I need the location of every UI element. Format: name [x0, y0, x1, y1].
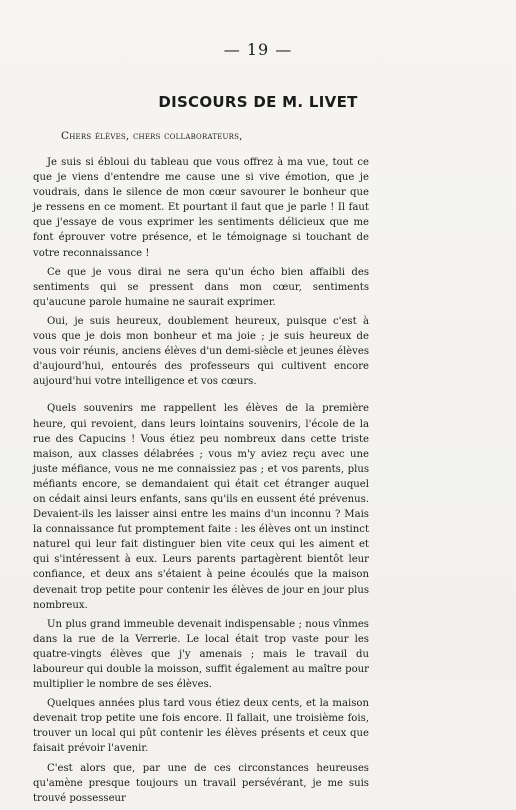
paragraph-2: Ce que je vous dirai ne sera qu'un écho bien affaibli des sentiments qui se pressent dans mon cœur, sentiments qu'aucune parole humaine ne saurait exprimer. [33, 266, 369, 308]
paragraph-6: Quelques années plus tard vous étiez deux cents, et la maison devenait trop petite une fois encore. Il fallait, une troisième fois, trouver un local qui pût contenir les élèves présents et ceux que faisait prévoir l'avenir. [33, 698, 369, 755]
paragraph-4: Quels souvenirs me rappellent les élèves de la première heure, qui revoient, dans leurs lointains souvenirs, l'école de la rue des Capucins ! Vous étiez peu nombreux dans cette triste maison, aux classes délabrées ; vous m'y aviez reçu avec une juste méfiance, vous ne me connaissiez pas ; et vos parents, plus méfiants encore, se demandaient qui était cet étranger auquel on cédait ainsi leurs enfants, sans qu'ils en eussent été prévenus. Devaient-ils les laisser ainsi entre les mains d'un inconnu ? Mais la connaissance fut promptement faite : les élèves ont un instinct naturel qui leur fait distinguer bien vite ceux qui les aiment et qui s'intéressent à eux. Leurs parents partagèrent bientôt leur confiance, et deux ans s'étaient à peine écoulés que la maison devenait trop petite pour contenir les élèves de jour en jour plus nombreux. [33, 403, 369, 611]
page-number: — 19 — [223, 40, 293, 59]
salutation: Chers élèves, chers collaborateurs, [61, 130, 243, 142]
paragraph-5: Un plus grand immeuble devenait indispensable ; nous vînmes dans la rue de la Verrerie. Le local était trop vaste pour les quatre-vingts élèves que j'y amenais ; mais le travail du laboureur qui double la moisson, suffit également au maître pour multiplier le nombre de ses élèves. [33, 618, 369, 691]
paragraph-1: Je suis si ébloui du tableau que vous offrez à ma vue, tout ce que je viens d'entendre me cause une si vive émotion, que je voudrais, dans le silence de mon cœur savourer le bonheur que je ressens en ce moment. Et pourtant il faut que je parle ! Il faut que j'essaye de vous exprimer les sentiments délicieux que me font éprouver votre présence, et le témoignage si touchant de votre reconnaissance ! [33, 157, 369, 259]
speech-body [33, 155, 369, 810]
page-title: DISCOURS DE M. LIVET [158, 93, 358, 111]
paragraph-3: Oui, je suis heureux, doublement heureux, puisque c'est à vous que je dois mon bonheur et ma joie ; je suis heureux de vous voir réunis, anciens élèves d'un demi-siècle et jeunes élèves d'aujourd'hui, entourés des professeurs qui cultivent encore aujourd'hui votre intelligence et vos cœurs. [33, 315, 369, 388]
paragraph-7: C'est alors que, par une de ces circonstances heureuses qu'amène presque toujours un travail persévérant, je me suis trouvé possesseur [33, 762, 369, 804]
